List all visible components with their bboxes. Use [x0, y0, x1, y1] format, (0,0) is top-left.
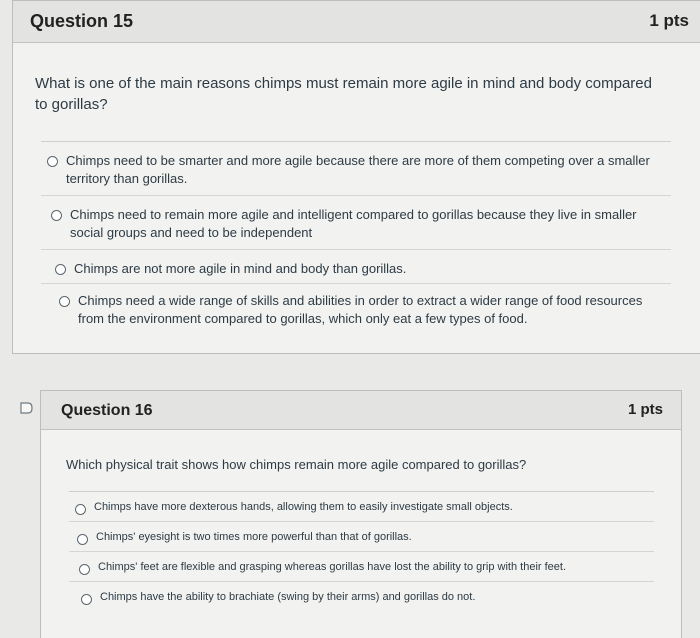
- answer-label: Chimps are not more agile in mind and body than gorillas.: [74, 261, 407, 276]
- radio-button[interactable]: [55, 264, 66, 275]
- question-15-card: [12, 0, 700, 354]
- answer-label: Chimps need to remain more agile and intelligent compared to gorillas because they live in smaller social groups and need to be independent: [70, 207, 637, 240]
- answer-label: Chimps need a wide range of skills and abilities in order to extract a wider range of food resources from the environment compared to gorillas, which only eat a few types of food.: [78, 293, 643, 326]
- answer-option[interactable]: [41, 196, 671, 250]
- answer-label: Chimps need to be smarter and more agile because there are more of them competing over a smaller territory than gorillas.: [66, 153, 650, 186]
- question-16-text: Which physical trait shows how chimps remain more agile compared to gorillas?: [66, 457, 527, 472]
- answer-option[interactable]: [69, 582, 654, 612]
- question-16-card: [40, 390, 682, 638]
- question-16-points: 1 pts: [627, 401, 663, 418]
- answer-label: Chimps' feet are flexible and grasping whereas gorillas have lost the ability to grip with their feet.: [98, 561, 567, 573]
- answer-option[interactable]: [41, 142, 671, 196]
- radio-button[interactable]: [79, 564, 90, 575]
- question-16-title: Question 16: [61, 402, 153, 419]
- answer-label: Chimps have more dexterous hands, allowing them to easily investigate small objects.: [94, 501, 513, 513]
- radio-button[interactable]: [59, 296, 70, 307]
- radio-button[interactable]: [75, 504, 86, 515]
- question-15-header: [13, 1, 700, 43]
- answer-option[interactable]: [69, 492, 654, 522]
- question-15-answers: [41, 141, 671, 338]
- question-15-points: 1 pts: [649, 11, 689, 30]
- answer-option[interactable]: [41, 250, 671, 284]
- question-16-header: [41, 391, 681, 430]
- flag-icon[interactable]: [20, 402, 34, 414]
- radio-button[interactable]: [51, 210, 62, 221]
- answer-option[interactable]: [69, 552, 654, 582]
- radio-button[interactable]: [81, 594, 92, 605]
- question-15-title: Question 15: [30, 11, 134, 31]
- answer-option[interactable]: [69, 522, 654, 552]
- question-16-answers: [69, 491, 654, 612]
- answer-label: Chimps' eyesight is two times more powerful than that of gorillas.: [96, 531, 412, 543]
- radio-button[interactable]: [77, 534, 88, 545]
- radio-button[interactable]: [47, 156, 58, 167]
- question-15-text: What is one of the main reasons chimps must remain more agile in mind and body compared to gorillas?: [35, 75, 652, 113]
- answer-label: Chimps have the ability to brachiate (swing by their arms) and gorillas do not.: [100, 591, 476, 603]
- answer-option[interactable]: [41, 284, 671, 338]
